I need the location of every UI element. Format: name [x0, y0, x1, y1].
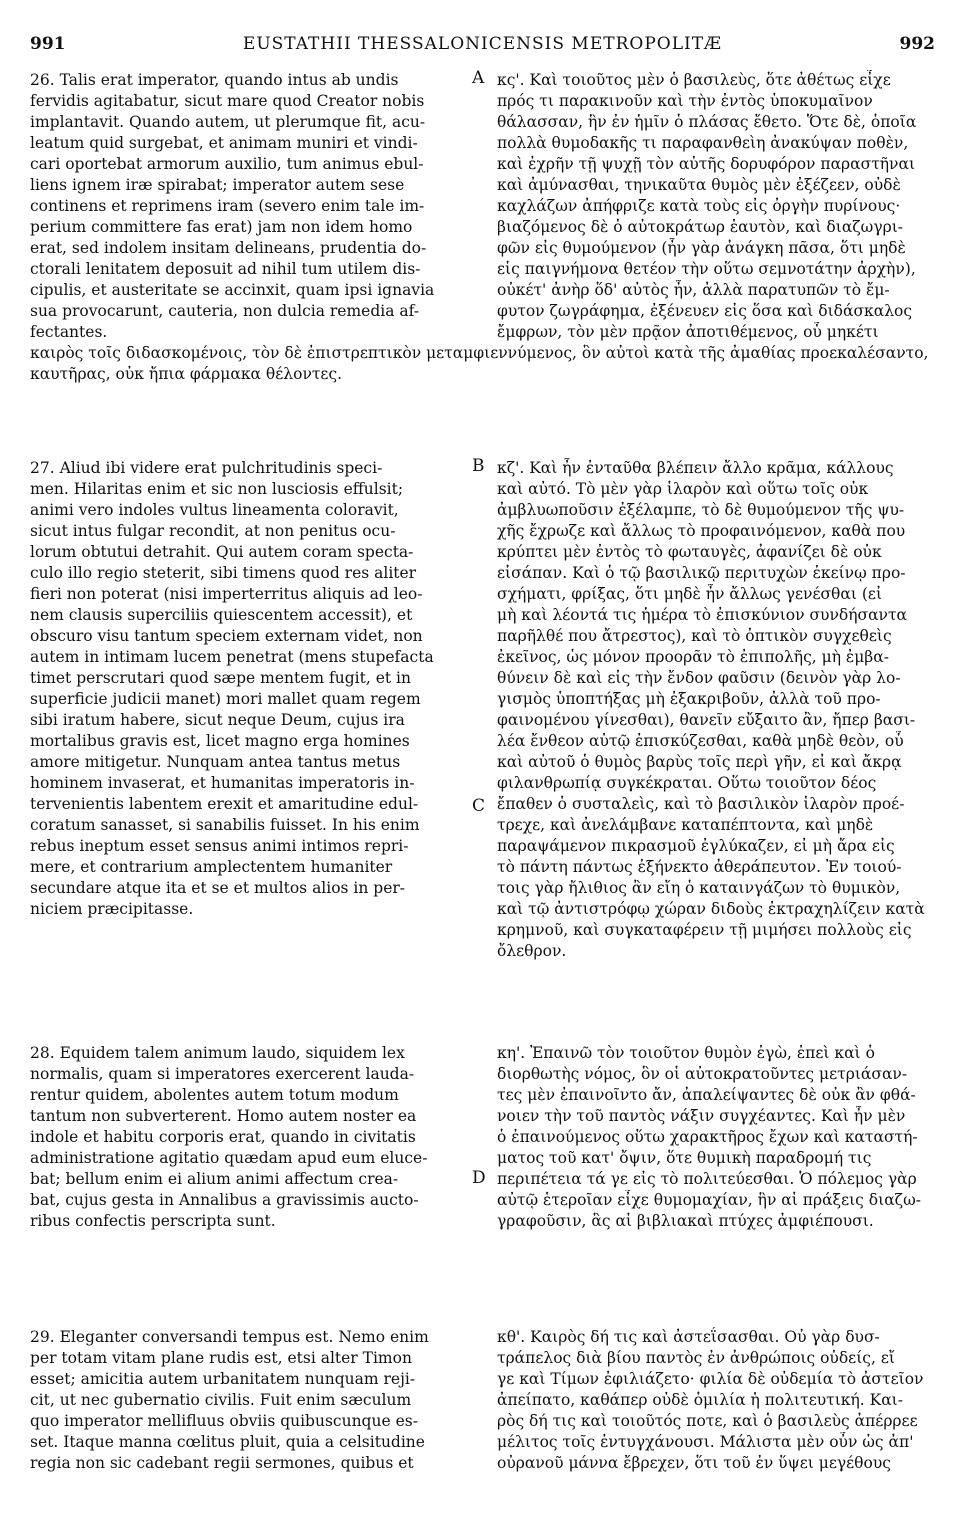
text-line: rebus ineptum esset sensus animi intimos repri- [30, 837, 409, 855]
text-line: ἔμφρων, τὸν μὲν πρᾷον ἀποτιθέμενος, οὗ μηκέτι [497, 323, 879, 341]
text-line: πολλὰ θυμοδακῆς τι παραφανθεὶη ἀνακύψαν ποθὲν, [497, 134, 909, 152]
text-line: μέλιτος τοῖς ἐντυγχάνουσι. Μάλιστα μὲν οὖν ὡς ἀπ' [497, 1433, 914, 1451]
text-line: 29. Eleganter conversandi tempus est. Nemo enim [30, 1328, 429, 1346]
text-line: καὶ αὐτό. Τὸ μὲν γὰρ ἱλαρὸν καὶ οὕτω τοῖς οὐκ [497, 480, 869, 498]
margin-marker-b: B [472, 456, 485, 476]
text-line: ribus confectis perscripta sunt. [30, 1212, 276, 1230]
text-line: κη'. Ἐπαινῶ τὸν τοιοῦτον θυμὸν ἐγὼ, ἐπεὶ καὶ ὁ [497, 1044, 875, 1062]
text-line: τὸ πάντη πάντως ἐξήνεκτο ἀθεράπευτον. Ἐν τοιού- [497, 858, 902, 876]
text-line: esset; amicitia autem urbanitatem nunquam reji- [30, 1370, 416, 1388]
text-line: ὁ ἐπαινούμενος οὕτω χαρακτῆρος ἔχων καὶ καταστή- [497, 1128, 918, 1146]
text-line: καὶ ἐχρῆν τῇ ψυχῇ τὸν αὐτῆς δορυφόρον παραστῆναι [497, 155, 916, 173]
page-number-left: 991 [30, 34, 66, 54]
text-line: κς'. Καὶ τοιοῦτος μὲν ὁ βασιλεὺς, ὅτε ἀθέτως εἶχε [497, 71, 891, 89]
text-line: ρὸς δή τις καὶ τοιοῦτός ποτε, καὶ ὁ βασιλεὺς ἀπέρρεε [497, 1412, 918, 1430]
text-line: θάλασσαν, ἣν ἐν ἡμῖν ὁ πλάσας ἔθετο. Ὅτε δὲ, ὁποῖα [497, 113, 917, 131]
text-line: εἰσάπαν. Καὶ ὁ τῷ βασιλικῷ περιτυχὼν ἐκείνῳ προ- [497, 564, 906, 582]
text-line: sicut intus fulgar recondit, at non penitus ocu- [30, 522, 396, 540]
text-line: normalis, quam si imperatores exercerent lauda- [30, 1065, 415, 1083]
text-line: men. Hilaritas enim et sic non lusciosis effulsit; [30, 480, 404, 498]
text-line: quo imperator mellifluus obviis quibuscunque es- [30, 1412, 418, 1430]
text-line: κθ'. Καιρὸς δή τις καὶ ἀστεΐσασθαι. Οὐ γὰρ δυσ- [497, 1328, 880, 1346]
text-line: per totam vitam plane rudis est, etsi alter Timon [30, 1349, 412, 1367]
text-line: μὴ καὶ λέοντά τις ἡμέρα τὸ ἐπισκύνιον συνδήσαντα [497, 606, 908, 624]
section-29-latin [30, 1327, 463, 1474]
text-line: erat, sed indolem insitam delineans, prudentia do- [30, 239, 427, 257]
text-line: εἰς παιγνήμονα θετέον τὴν οὕτω σεμνοτάτην ἀρχὴν), [497, 260, 916, 278]
text-line: secundare atque ita et se et multos alios in per- [30, 879, 406, 897]
text-line: καὶ ἀμύνασθαι, τηνικαῦτα θυμὸς μὲν ἐξέζεεν, οὐδὲ [497, 176, 901, 194]
text-line: 27. Aliud ibi videre erat pulchritudinis speci- [30, 459, 383, 477]
text-line: superficie judicii manet) mori mallet quam regem [30, 690, 421, 708]
text-line: ματος τοῦ κατ' ὄψιν, ὅτε θυμικὴ παραδρομή τις [497, 1149, 872, 1167]
text-line: amore mitigetur. Nunquam antea tantus metus [30, 753, 401, 771]
text-line: οὐκέτ' ἀνὴρ ὅδ' αὐτὸς ἦν, ἀλλὰ παρατυπῶν τὸ ἔμ- [497, 281, 890, 299]
text-line: ctorali lenitatem deposuit ad nihil tum utilem dis- [30, 260, 421, 278]
text-line: καὶ τῷ ἀντιστρόφῳ χώραν διδοὺς ἐκτραχηλίζειν κατὰ [497, 900, 925, 918]
text-line: φυτον ζωγράφημα, ἐξένευεν εἰς ὅσα καὶ διδάσκαλος [497, 302, 913, 320]
section-28-greek [497, 1043, 933, 1232]
text-line: mere, et contrarium amplectentem humaniter [30, 858, 393, 876]
text-line: ἀπείπατο, καθάπερ οὐδὲ ὁμιλία ἡ πολιτευτική. Και- [497, 1391, 903, 1409]
text-line: φιλανθρωπίᾳ συγκέκραται. Οὕτω τοιοῦτον δέος [497, 774, 877, 792]
margin-marker-a: A [472, 68, 485, 88]
section-26-latin [30, 70, 463, 343]
text-line: 26. Talis erat imperator, quando intus ab undis [30, 71, 399, 89]
text-line: γισμὸς ὑποπτήξας μὴ ἐξακριβοῦν, ἀλλὰ τοῦ προ- [497, 690, 881, 708]
text-line: autem in intimam lucem penetrat (mens stupefacta [30, 648, 434, 666]
text-line: bat; bellum enim ei alium animi affectum crea- [30, 1170, 399, 1188]
text-line: φαινομένου γίνεσθαι), θανεῖν εὔξαιτο ἂν, ἤπερ βασι- [497, 711, 916, 729]
text-line: κζ'. Καὶ ἦν ἐνταῦθα βλέπειν ἄλλο κρᾶμα, κάλλους [497, 459, 894, 477]
text-line: γραφοῦσιν, ἃς αἱ βιβλιακαὶ πτύχες ἀμφιέπουσι. [497, 1212, 874, 1230]
text-line: πρός τι παρακινοῦν καὶ τὴν ἐντὸς ὑποκυμαῖνον [497, 92, 873, 110]
text-line: τες μὲν ἐπαινοῖντο ἄν, ἀπαλείψαντες δὲ οὐκ ἂν φθά- [497, 1086, 916, 1104]
section-27-greek [497, 458, 933, 962]
text-line: mortalibus gravis est, licet magno erga homines [30, 732, 410, 750]
text-line: leatum quid surgebat, et animam muniri et vindi- [30, 134, 418, 152]
text-line: fectantes. [30, 323, 108, 341]
text-line: lorum obtutui detrahit. Qui autem coram specta- [30, 543, 414, 561]
text-line: κρύπτει μὲν ἐντὸς τὸ φωταυγὲς, ἀφανίζει δὲ οὐκ [497, 543, 882, 561]
text-line: administratione agitatio quædam apud eum eluce- [30, 1149, 428, 1167]
section-26-greek-continuation [30, 343, 933, 385]
text-line: φῶν εἰς θυμούμενον (ἦν γὰρ ἀνάγκη πᾶσα, ὅτι μηδὲ [497, 239, 906, 257]
text-line: γε καὶ Τίμων ἐφιλιάζετο· φιλία δὲ οὐδεμία τὸ ἀστεῖον [497, 1370, 924, 1388]
text-line: coratum sanasset, si sanabilis fuisset. In his enim [30, 816, 420, 834]
text-line: ἐκεῖνος, ὡς μόνον προορᾶν τὸ ἐπιπολῆς, μὴ ἐμβα- [497, 648, 889, 666]
text-line: λέα ἔνθεον αὐτῷ ἐπισκύζεσθαι, καθὰ μηδὲ θεὸν, οὗ [497, 732, 904, 750]
page-number-right: 992 [899, 34, 935, 54]
page-header [30, 34, 935, 58]
text-line: παραψάμενον πικρασμοῦ ἐγλύκαζεν, εἰ μὴ ἄρα εἰς [497, 837, 895, 855]
text-line: culo illo regio steterit, sibi timens quod res aliter [30, 564, 417, 582]
text-line: ἔπαθεν ὁ συσταλεὶς, καὶ τὸ βασιλικὸν ἱλαρὸν προέ- [497, 795, 905, 813]
text-line: σχήματι, φρίξας, ὅτι μηδὲ ἦν ἄλλως γενέσθαι (εἰ [497, 585, 883, 603]
text-line: περιπέτεια τά γε εἰς τὸ πολιτεύεσθαι. Ὁ πόλεμος γὰρ [497, 1170, 917, 1188]
text-line: καὶ αὐτοῦ ὁ θυμὸς βαρὺς τοῖς περὶ γῆν, εἰ καὶ ἄκρᾳ [497, 753, 902, 771]
section-26-greek [497, 70, 933, 343]
text-line: διορθωτὴς νόμος, ὃν οἱ αὐτοκρατοῦντες μετριάσαν- [497, 1065, 908, 1083]
text-line: timet perscrutari quod sæpe mentem fugit, et in [30, 669, 411, 687]
text-line: cit, ut nec gubernatio civilis. Fuit enim sæculum [30, 1391, 412, 1409]
text-line: bat, cujus gesta in Annalibus a gravissimis aucto- [30, 1191, 419, 1209]
section-27-latin [30, 458, 463, 920]
text-line: τράπελος διὰ βίου παντὸς ἐν ἀνθρώποις οὐδείς, εἴ [497, 1349, 895, 1367]
text-line: implantavit. Quando autem, ut plerumque fit, acu- [30, 113, 426, 131]
text-line: αὐτῷ ἑτεροῖαν εἶχε θυμομαχίαν, ἣν αἱ πράξεις διαζω- [497, 1191, 921, 1209]
text-line: perium committere fas erat) jam non idem homo [30, 218, 413, 236]
text-line: τρεχε, καὶ ἀνελάμβανε καταπέπτοντα, καὶ μηδὲ [497, 816, 874, 834]
section-28-latin [30, 1043, 463, 1232]
text-line: tervenientis labentem erexit et amaritudine edul- [30, 795, 419, 813]
text-line: continens et reprimens iram (severo enim tale im- [30, 197, 425, 215]
text-line: τοις γὰρ ἤλιθιος ἂν εἴη ὁ καταινγάζων τὸ θυμικὸν, [497, 879, 901, 897]
text-line: fieri non poterat (nisi imperterritus aliquis ad leo- [30, 585, 423, 603]
section-29-greek [497, 1327, 933, 1474]
text-line: χῆς ἔχρωζε καὶ ἄλλως τὸ προφαινόμενον, καθὰ που [497, 522, 906, 540]
text-line: niciem præcipitasse. [30, 900, 194, 918]
text-line: tantum non subverterent. Homo autem noster ea [30, 1107, 417, 1125]
text-line: cipulis, et austeritate se accinxit, quam ipsi ignavia [30, 281, 435, 299]
text-line: indole et habitu corporis erat, quando in civitatis [30, 1128, 416, 1146]
text-line: obscuro visu tantum speciem externam videt, non [30, 627, 423, 645]
running-title: EUSTATHII THESSALONICENSIS METROPOLITÆ [242, 34, 723, 54]
text-line: ὄλεθρον. [497, 942, 567, 960]
text-line: παρῆλθέ που ἄτρεστος), καὶ τὸ ὀπτικὸν συγχεθεὶς [497, 627, 892, 645]
text-line: θύνειν δὲ καὶ εἰς τὴν ἔνδον φαῦσιν (δεινὸν γὰρ λο- [497, 669, 901, 687]
text-line: set. Itaque manna cœlitus pluit, quia a celsitudine [30, 1433, 425, 1451]
text-line: regia non sic cadebant regii sermones, quibus et [30, 1454, 414, 1472]
text-line: νοιεν τὴν τοῦ παντὸς νάξιν συγχέαντες. Καὶ ἦν μὲν [497, 1107, 906, 1125]
text-line: nem clausis superciliis quiescentem accessit), et [30, 606, 413, 624]
text-line: καυτῆρας, οὐκ ἤπια φάρμακα θέλοντες. [30, 365, 343, 383]
text-line: animi vero indoles vultus lineamenta coloravit, [30, 501, 399, 519]
text-line: βιαζόμενος δὲ ὁ αὐτοκράτωρ ἑαυτὸν, καὶ διαζωγρι- [497, 218, 904, 236]
margin-marker-c: C [472, 796, 486, 816]
text-line: κρημνοῦ, καὶ συγκαταφέρειν τῇ μιμήσει πολλοὺς εἰς [497, 921, 912, 939]
text-line: sua provocarunt, cauteria, non dulcia remedia af- [30, 302, 420, 320]
text-line: sibi iratum habere, sicut neque Deum, cujus ira [30, 711, 405, 729]
text-line: 28. Equidem talem animum laudo, siquidem lex [30, 1044, 405, 1062]
text-line: hominem invaserat, et humanitas imperatoris in- [30, 774, 415, 792]
text-line: cari oportebat armorum auxilio, tum animus ebul- [30, 155, 424, 173]
text-line: rentur quidem, abolentes autem totum modum [30, 1086, 399, 1104]
text-line: καιρὸς τοῖς διδασκομένοις, τὸν δὲ ἐπιστρεπτικὸν μεταμφιεννύμενος, ὃν αὐτοὶ κατὰ τῆς ἀμαθίας προεκαλέσαντο, [30, 344, 929, 362]
text-line: καχλάζων ἀπήφριζε κατὰ τοὺς εἰς ὀργὴν πυρίνους· [497, 197, 901, 215]
text-line: ἀμβλυωποῦσιν ἐξέλαμπε, τὸ δὲ θυμούμενον τῆς ψυ- [497, 501, 905, 519]
text-line: liens ignem iræ spirabat; imperator autem sese [30, 176, 405, 194]
text-line: fervidis agitabatur, sicut mare quod Creator nobis [30, 92, 425, 110]
text-line: οὐρανοῦ μάννα ἔβρεχεν, ὅτι τοῦ ἐν ὕψει μεγέθους [497, 1454, 891, 1472]
margin-marker-d: D [472, 1168, 486, 1188]
